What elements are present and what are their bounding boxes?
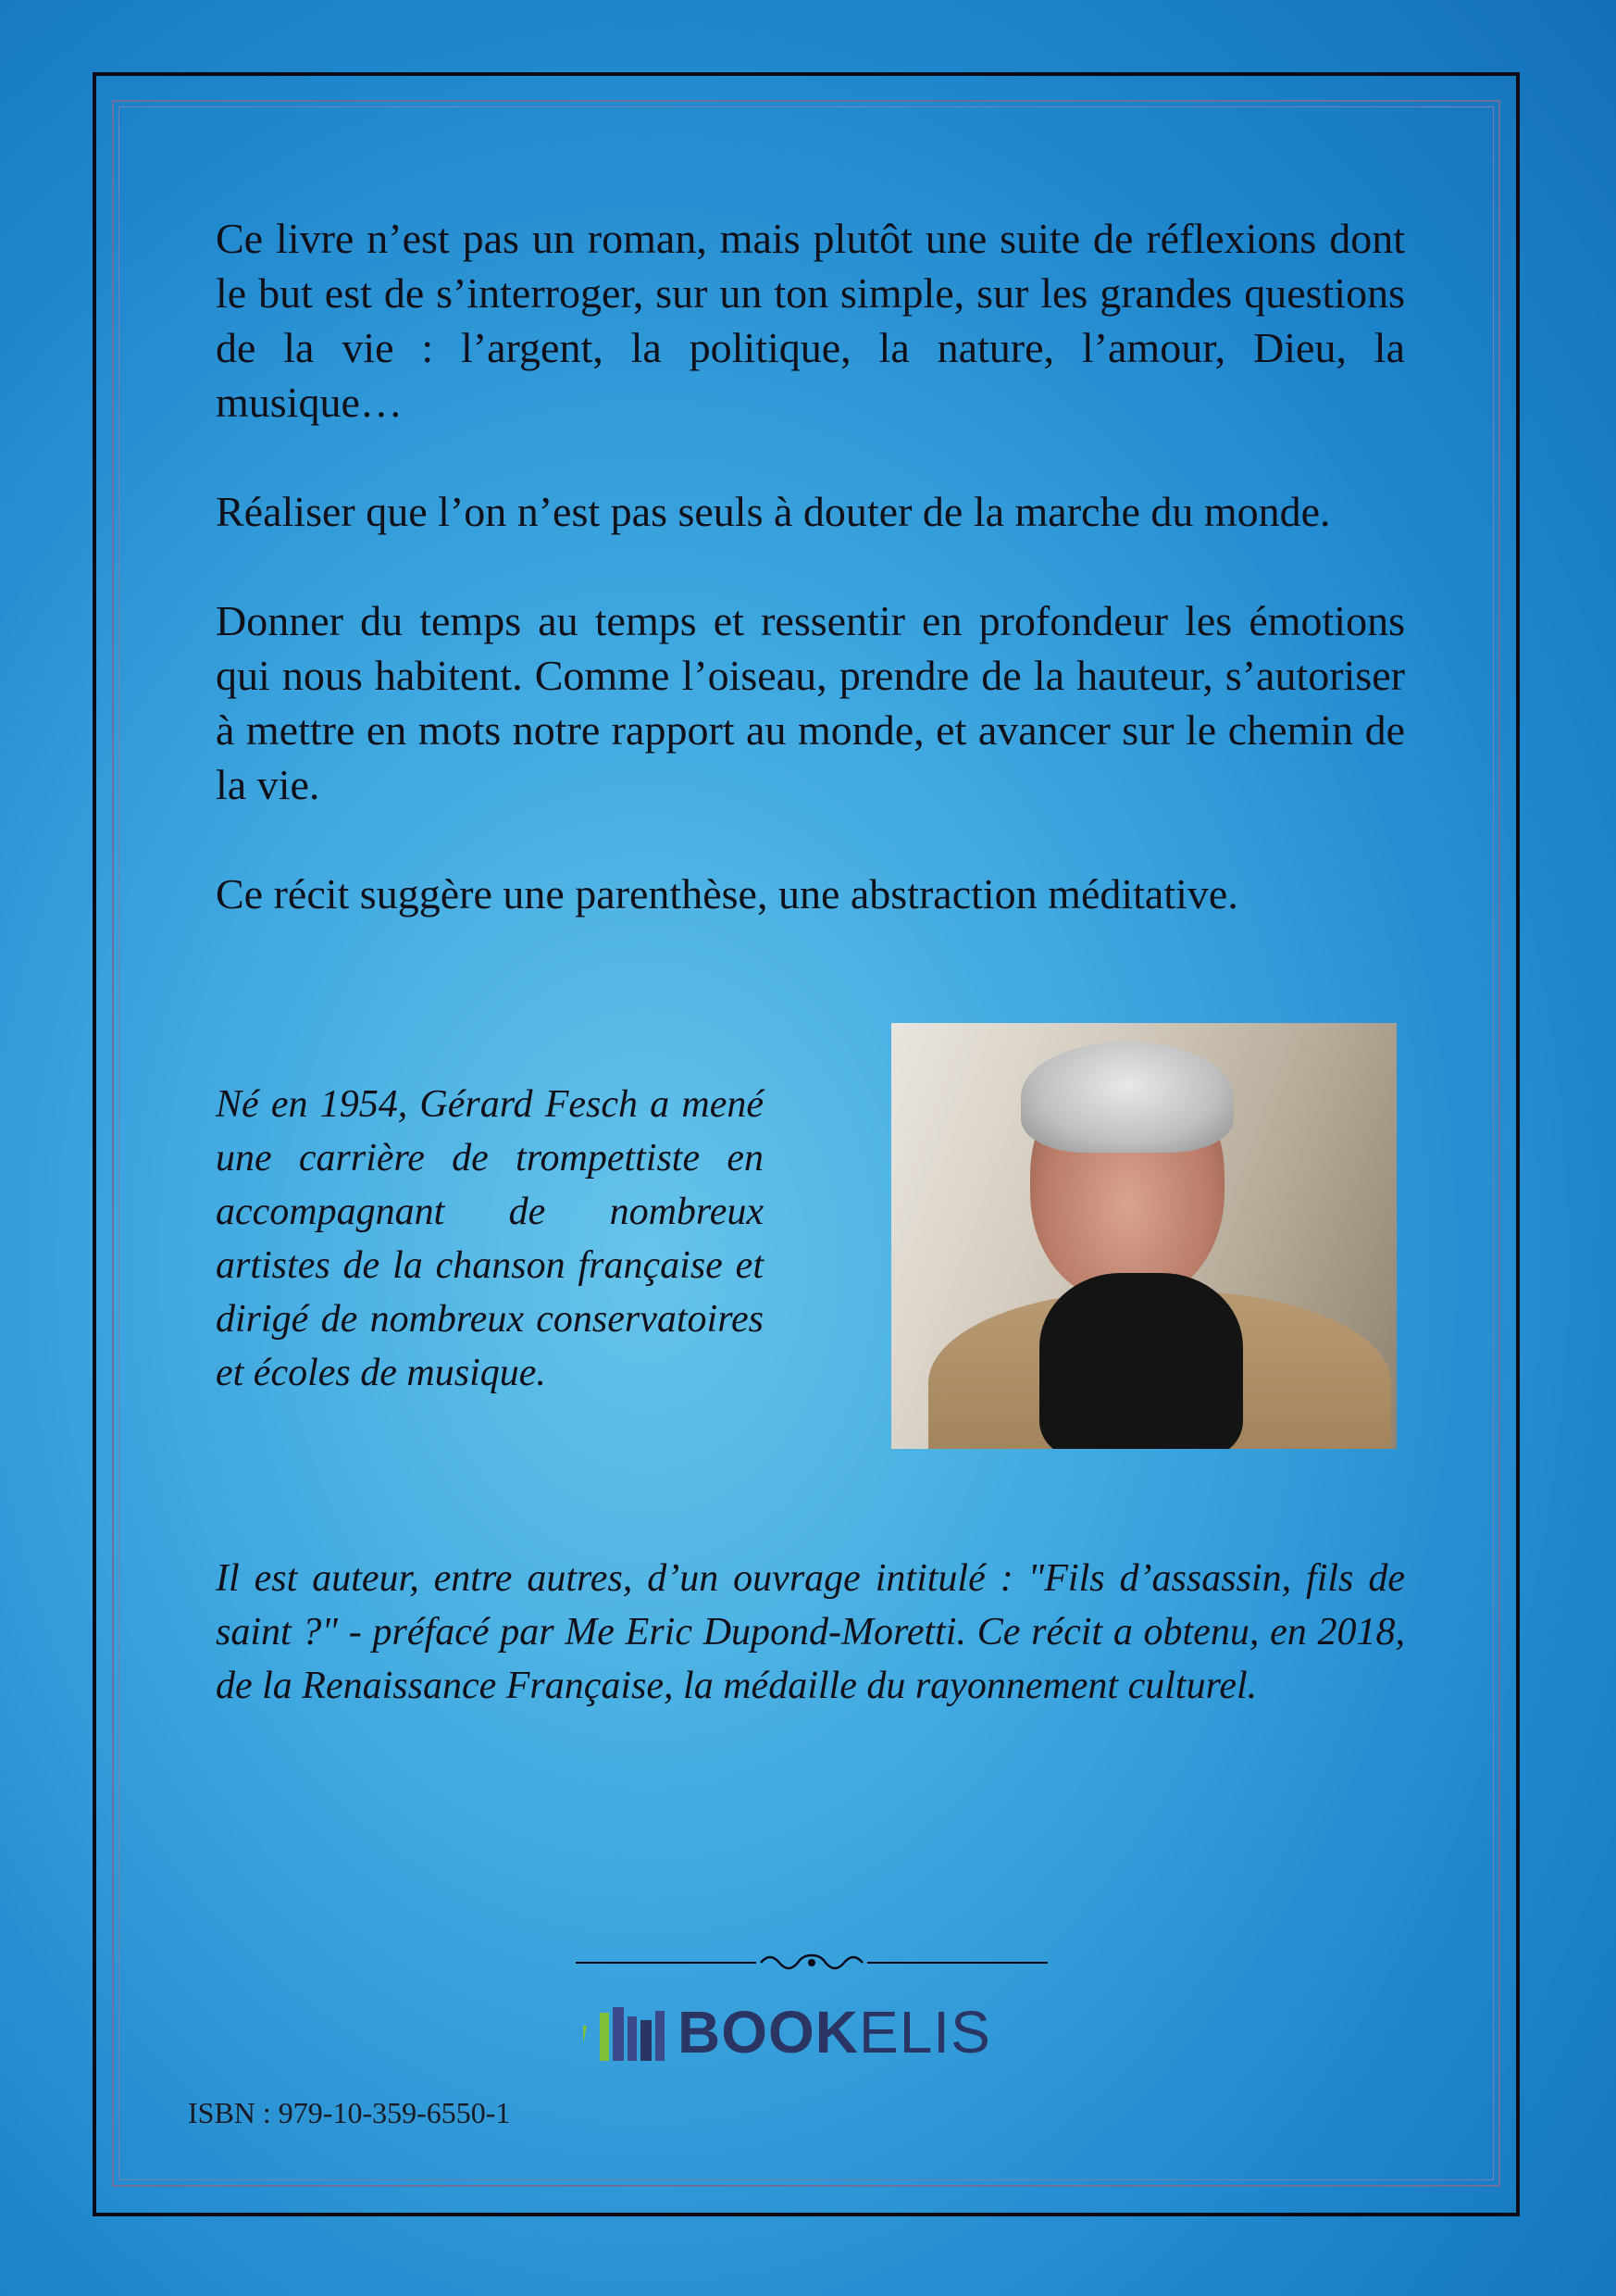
photo-hair xyxy=(1021,1042,1234,1153)
books-icon xyxy=(583,2000,668,2065)
blurb-paragraph-1: Ce livre n’est pas un roman, mais plutôt une suite de réflexions dont le but est de s’interroger, sur un ton simple, sur les grandes questions de la vie : l’argent, la politique, la nature, l’amour, Dieu, la musique… xyxy=(216,215,1405,426)
isbn: ISBN : 979-10-359-6550-1 xyxy=(188,2096,511,2129)
author-photo xyxy=(891,1023,1397,1449)
logo-light: ELIS xyxy=(859,1999,991,2065)
publisher-logo xyxy=(583,1995,991,2069)
ornament-divider xyxy=(576,1949,1048,1977)
logo-wordmark xyxy=(677,2000,991,2065)
author-note: Il est auteur, entre autres, d’un ouvrage intitulé : "Fils d’assassin, fils de saint ?" - préfacé par Me Eric Dupond-Moretti. Ce récit a obtenu, en 2018, de la Renaissance Française, la médaille du rayonnement culturel. xyxy=(216,1557,1405,1707)
blurb-paragraph-2: Réaliser que l’on n’est pas seuls à douter de la marche du monde. xyxy=(216,488,1331,535)
blurb-paragraph-3: Donner du temps au temps et ressentir en profondeur les émotions qui nous habitent. Comme l’oiseau, prendre de la hauteur, s’autoriser à mettre en mots notre rapport au monde, et avancer sur le chemin de la vie. xyxy=(216,597,1405,808)
photo-scarf xyxy=(1039,1273,1243,1449)
logo-bold: BOOK xyxy=(677,1999,859,2065)
author-bio: Né en 1954, Gérard Fesch a mené une carrière de trompettiste en accompagnant de nombreux artistes de la chanson française et dirigé de nombreux conservatoires et écoles de musique. xyxy=(216,1083,764,1394)
back-cover-blurb xyxy=(216,211,1405,976)
blurb-paragraph-4: Ce récit suggère une parenthèse, une abstraction méditative. xyxy=(216,870,1238,917)
